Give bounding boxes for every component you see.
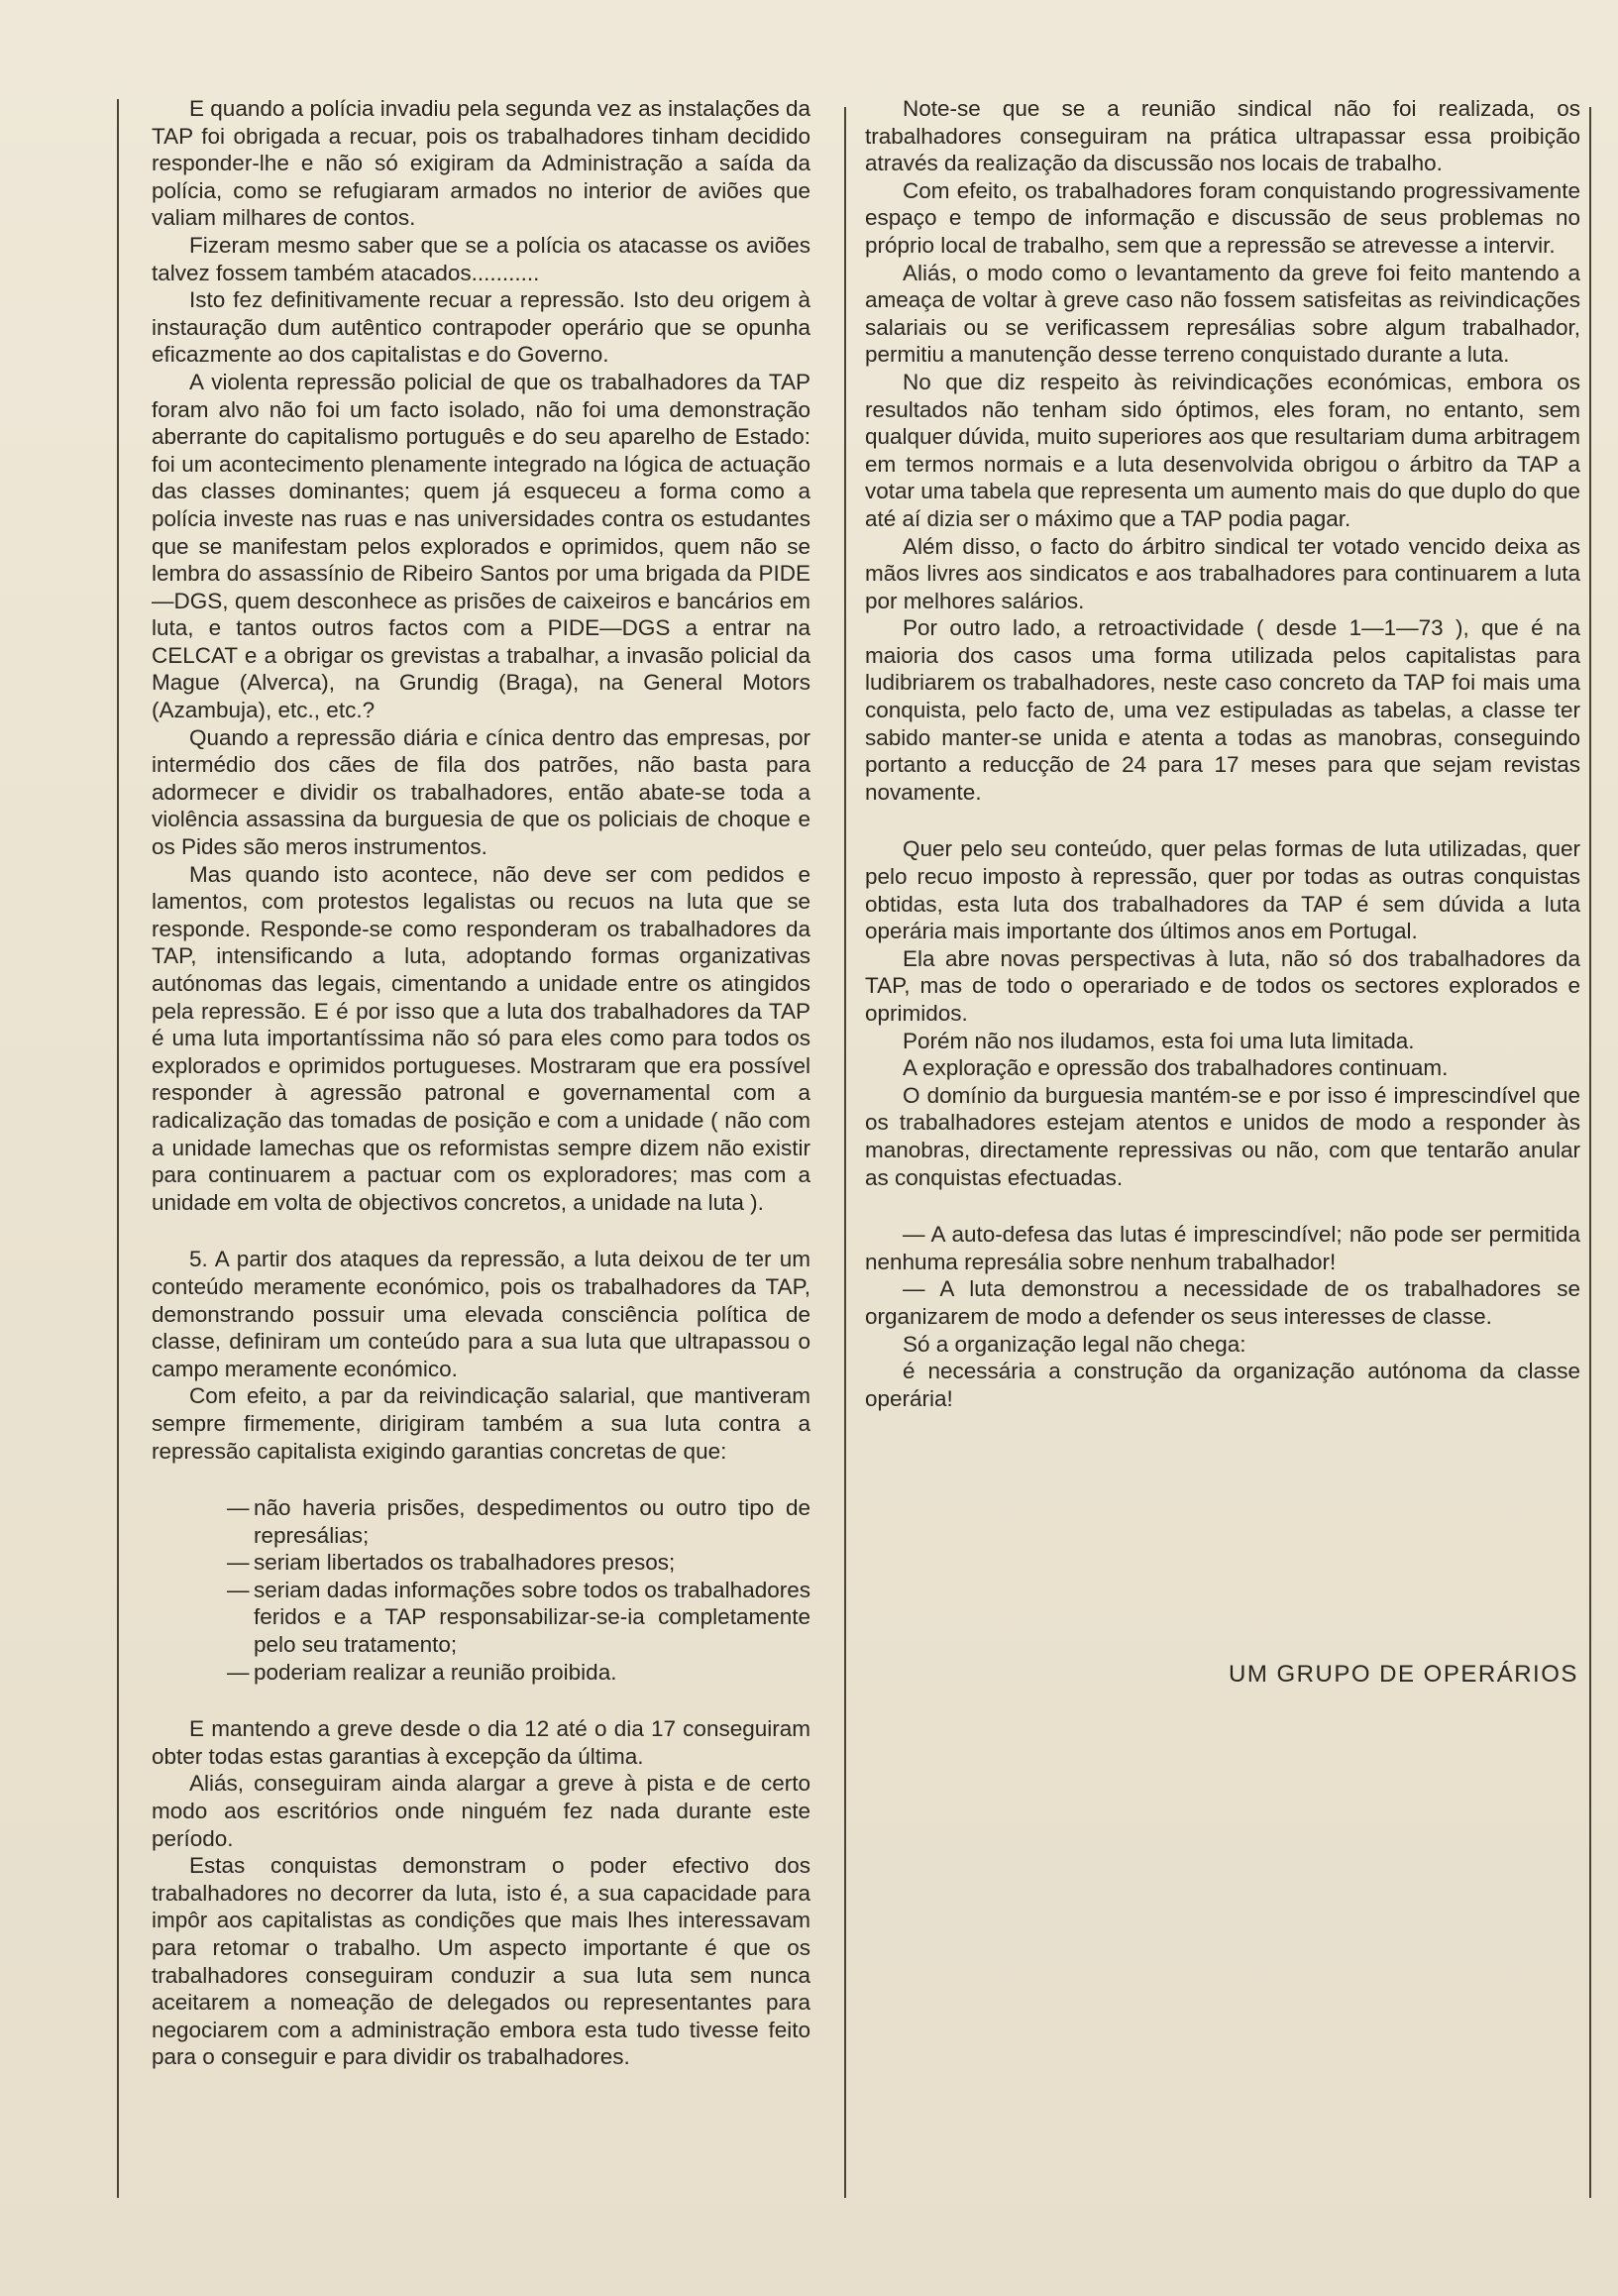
paragraph: E quando a polícia invadiu pela segunda vez as instalações da TAP foi obrigada a recuar, pois os trabalhadores tinham decidido responder-lhe e não só exigiram da Administração a saída da polícia, como se refugiaram armados no interior de aviões que valiam milhares de contos. — [152, 96, 810, 231]
list-item — [227, 1494, 810, 1549]
paragraph: Só a organização legal não chega: — [903, 1331, 1246, 1357]
right-column — [865, 95, 1580, 1412]
paragraph: Quer pelo seu conteúdo, quer pelas formas de luta utilizadas, quer pelo recuo imposto à repressão, quer por todas as outras conquistas obtidas, esta luta dos trabalhadores da TAP é sem dúvida a luta operária mais importante dos últimos anos em Portugal. — [865, 836, 1580, 944]
left-column-rule — [117, 99, 119, 2198]
dash-glyph: — — [227, 1495, 250, 1521]
dash-glyph: — — [227, 1550, 250, 1576]
spacer — [152, 1686, 810, 1715]
paragraph: Por outro lado, a retroactividade ( desde 1—1—73 ), que é na maioria dos casos uma forma utilizada pelos capitalistas para ludibriarem os trabalhadores, neste caso concreto da TAP foi mais uma conquista, pelo facto de, uma vez estipuladas as tabelas, a classe ter sabido manter-se unida e atenta a todas as manobras, conseguindo portanto a reducção de 24 para 17 meses para que sejam revistas novamente. — [865, 615, 1580, 805]
paragraph: Aliás, conseguiram ainda alargar a greve à pista e de certo modo aos escritórios onde ninguém fez nada durante este período. — [152, 1771, 810, 1851]
spacer — [152, 1465, 810, 1494]
section-5-paragraph: 5. A partir dos ataques da repressão, a luta deixou de ter um conteúdo meramente económico, pois os trabalhadores da TAP, demonstrando possuir uma elevada consciência política de classe, definiram um conteúdo para a sua luta que ultrapassou o campo meramente económico. — [152, 1247, 810, 1381]
paragraph: O domínio da burguesia mantém-se e por isso é imprescindível que os trabalhadores estejam atentos e unidos de modo a responder às manobras, directamente repressivas ou não, com que tentarão anular as conquistas efectuadas. — [865, 1082, 1580, 1190]
paragraph: Com efeito, a par da reivindicação salarial, que mantiveram sempre firmemente, dirigiram também a sua luta contra a repressão capitalista exigindo garantias concretas de que: — [152, 1383, 810, 1464]
spacer — [152, 1216, 810, 1246]
paragraph: Além disso, o facto do árbitro sindical ter votado vencido deixa as mãos livres aos sindicatos e aos trabalhadores para continuarem a luta por melhores salários. — [865, 533, 1580, 613]
dash-glyph: — — [227, 1577, 250, 1602]
middle-column-rule — [844, 107, 846, 2198]
spacer — [865, 1191, 1580, 1221]
paragraph: A exploração e opressão dos trabalhadores continuam. — [903, 1055, 1449, 1081]
paragraph: Aliás, o modo como o levantamento da greve foi feito mantendo a ameaça de voltar à greve caso não fossem satisfeitas as reivindicações salariais ou se verificassem represálias sobre algum trabalhador, permitiu a manutenção desse terreno conquistado durante a luta. — [865, 260, 1580, 368]
list-item-text: poderiam realizar a reunião proibida. — [254, 1659, 617, 1685]
demands-list — [227, 1494, 810, 1686]
list-item — [227, 1577, 810, 1659]
paragraph: Ela abre novas perspectivas à luta, não só dos trabalhadores da TAP, mas de todo o operariado e de todos os sectores explorados e oprimidos. — [865, 945, 1580, 1026]
paragraph: No que diz respeito às reivindicações económicas, embora os resultados não tenham sido óptimos, eles foram, no entanto, sem qualquer dúvida, muito superiores aos que resultariam duma arbitragem em termos normais e a luta desenvolvida obrigou o árbitro da TAP a votar uma tabela que representa um aumento mais do que duplo do que até aí dizia ser o máximo que a TAP podia pagar. — [865, 369, 1580, 531]
paragraph: Fizeram mesmo saber que se a polícia os atacasse os aviões talvez fossem também atacados........... — [152, 232, 810, 285]
dash-glyph: — — [227, 1659, 250, 1685]
signature: UM GRUPO DE OPERÁRIOS — [1229, 1661, 1578, 1688]
paragraph: Quando a repressão diária e cínica dentro das empresas, por intermédio dos cães de fila dos patrões, não basta para adormecer e dividir os trabalhadores, então abate-se toda a violência assassina da burguesia de que os policiais de choque e os Pides são meros instrumentos. — [152, 724, 810, 860]
paragraph: é necessária a construção da organização autónoma da classe operária! — [865, 1359, 1580, 1411]
paragraph: Note-se que se a reunião sindical não foi realizada, os trabalhadores conseguiram na prática ultrapassar essa proibição através da realização da discussão nos locais de trabalho. — [865, 96, 1580, 176]
spacer — [865, 806, 1580, 835]
list-item — [227, 1549, 810, 1577]
paragraph: Com efeito, os trabalhadores foram conquistando progressivamente espaço e tempo de informação e discussão de seus problemas no próprio local de trabalho, sem que a repressão se atrevesse a intervir. — [865, 177, 1580, 258]
paragraph: E mantendo a greve desde o dia 12 até o dia 17 conseguiram obter todas estas garantias à excepção da última. — [152, 1716, 810, 1769]
paragraph: A violenta repressão policial de que os trabalhadores da TAP foram alvo não foi um facto isolado, não foi uma demonstração aberrante do capitalismo português e do seu aparelho de Estado: foi um acontecimento plenamente integrado na lógica de actuação das classes dominantes; quem já esqueceu a forma como a polícia investe nas ruas e nas universidades contra os estudantes que se manifestam pelos explorados e oprimidos, quem não se lembra do assassínio de Ribeiro Santos por uma brigada da PIDE—DGS, quem desconhece as prisões de caixeiros e bancários em luta, e tantos outros factos com a PIDE—DGS a entrar na CELCAT e a obrigar os grevistas a trabalhar, a invasão policial da Mague (Alverca), na Grundig (Braga), na General Motors (Azambuja), etc., etc.? — [152, 369, 810, 723]
slogan-paragraph: — A luta demonstrou a necessidade de os trabalhadores se organizarem de modo a defender os seus interesses de classe. — [865, 1276, 1580, 1329]
paragraph: Porém não nos iludamos, esta foi uma luta limitada. — [903, 1028, 1415, 1053]
list-item-text: seriam dadas informações sobre todos os trabalhadores feridos e a TAP responsabilizar-se-ia completamente pelo seu tratamento; — [254, 1577, 810, 1658]
list-item-text: seriam libertados os trabalhadores presos; — [254, 1550, 676, 1576]
list-item — [227, 1659, 810, 1687]
left-column — [152, 95, 810, 2071]
right-column-rule — [1589, 107, 1591, 2198]
paragraph: Estas conquistas demonstram o poder efectivo dos trabalhadores no decorrer da luta, isto é, a sua capacidade para impôr aos capitalistas as condições que mais lhes interessavam para retomar o trabalho. Um aspecto importante é que os trabalhadores conseguiram conduzir a sua luta sem nunca aceitarem a nomeação de delegados ou representantes para negociarem com a administração embora esta tudo tivesse feito para o conseguir e para dividir os trabalhadores. — [152, 1853, 810, 2070]
list-item-text: não haveria prisões, despedimentos ou outro tipo de represálias; — [254, 1495, 810, 1548]
slogan-paragraph: — A auto-defesa das lutas é imprescindível; não pode ser permitida nenhuma represália sobre nenhum trabalhador! — [865, 1222, 1580, 1274]
paragraph: Mas quando isto acontece, não deve ser com pedidos e lamentos, com protestos legalistas ou recuos na luta que se responde. Responde-se como responderam os trabalhadores da TAP, intensificando a luta, adoptando formas organizativas autónomas das legais, cimentando a unidade entre os atingidos pela repressão. E é por isso que a luta dos trabalhadores da TAP é uma luta importantíssima não só para eles como para todos os explorados e oprimidos portugueses. Mostraram que era possível responder à agressão patronal e governamental com a radicalização das tomadas de posição e com a unidade ( não com a unidade lamechas que os reformistas sempre dizem não existir para continuarem a pactuar com os exploradores; mas com a unidade em volta de objectivos concretos, a unidade na luta ). — [152, 861, 810, 1215]
paragraph: Isto fez definitivamente recuar a repressão. Isto deu origem à instauração dum autêntico contrapoder operário que se opunha eficazmente ao dos capitalistas e do Governo. — [152, 287, 810, 368]
